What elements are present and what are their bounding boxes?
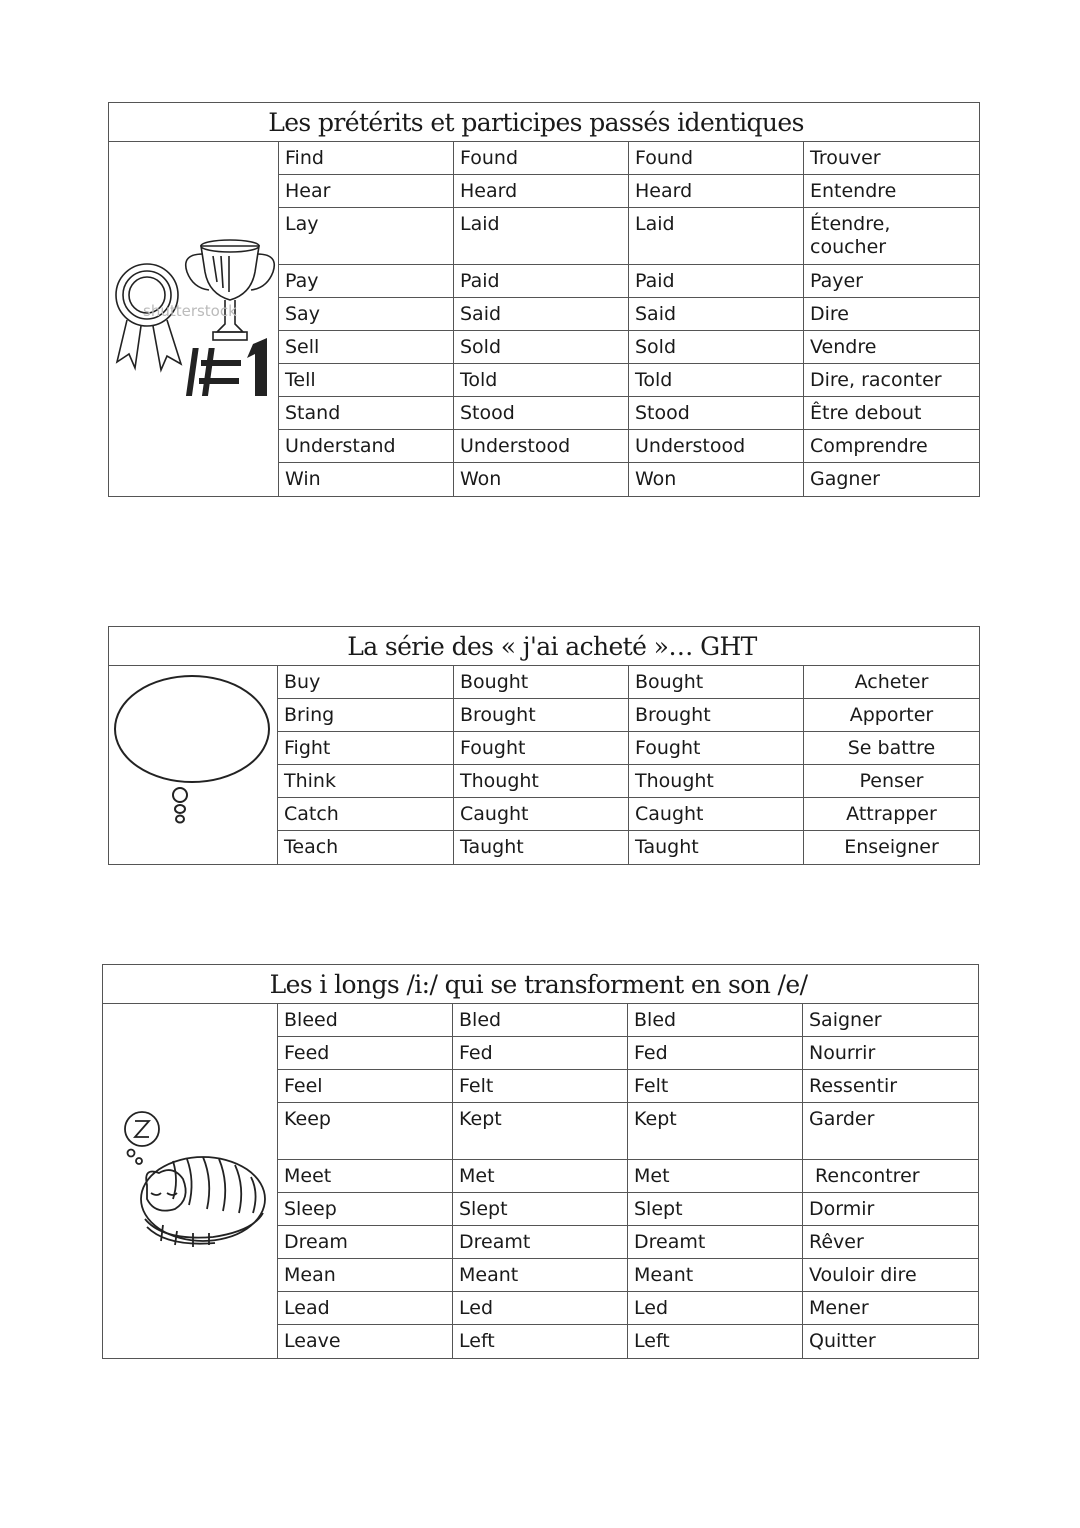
- preterit-cell: Bought: [454, 666, 629, 699]
- past-participle-cell: Understood: [629, 430, 804, 463]
- table-title: [103, 965, 979, 1004]
- past-participle-cell: Bought: [629, 666, 804, 699]
- translation-cell: Dormir: [803, 1193, 979, 1226]
- translation-cell: Gagner: [804, 463, 980, 497]
- preterit-cell: Heard: [454, 175, 629, 208]
- past-participle-cell: Felt: [628, 1070, 803, 1103]
- preterit-cell: Fed: [453, 1037, 628, 1070]
- past-participle-cell: Bled: [628, 1004, 803, 1037]
- base-form-cell: Win: [279, 463, 454, 497]
- watermark-text: shutterstock: [143, 301, 237, 320]
- base-form-cell: Leave: [278, 1325, 453, 1359]
- base-form-cell: Lay: [279, 208, 454, 265]
- preterit-cell: Led: [453, 1292, 628, 1325]
- translation-cell: Garder: [803, 1103, 979, 1160]
- preterit-cell: Brought: [454, 699, 629, 732]
- past-participle-cell: Met: [628, 1160, 803, 1193]
- base-form-cell: Mean: [278, 1259, 453, 1292]
- past-participle-cell: Led: [628, 1292, 803, 1325]
- past-participle-cell: Told: [629, 364, 804, 397]
- past-participle-cell: Left: [628, 1325, 803, 1359]
- base-form-cell: Meet: [278, 1160, 453, 1193]
- verb-table-identical: [108, 102, 980, 497]
- past-participle-cell: Sold: [629, 331, 804, 364]
- base-form-cell: Stand: [279, 397, 454, 430]
- translation-cell: Comprendre: [804, 430, 980, 463]
- past-participle-cell: Meant: [628, 1259, 803, 1292]
- translation-cell: Acheter: [804, 666, 980, 699]
- translation-cell: Quitter: [803, 1325, 979, 1359]
- base-form-cell: Sleep: [278, 1193, 453, 1226]
- base-form-cell: Lead: [278, 1292, 453, 1325]
- translation-cell: Attrapper: [804, 798, 980, 831]
- translation-cell: Enseigner: [804, 831, 980, 865]
- translation-cell: Dire, raconter: [804, 364, 980, 397]
- past-participle-cell: Thought: [629, 765, 804, 798]
- translation-cell: Vendre: [804, 331, 980, 364]
- sleeping-cat-icon: [103, 1081, 275, 1281]
- base-form-cell: Sell: [279, 331, 454, 364]
- translation-cell: Étendre, coucher: [804, 208, 980, 265]
- base-form-cell: Teach: [278, 831, 454, 865]
- trophy-ribbon-icon: [109, 232, 277, 407]
- translation-cell: Se battre: [804, 732, 980, 765]
- past-participle-cell: Found: [629, 142, 804, 175]
- past-participle-cell: Dreamt: [628, 1226, 803, 1259]
- preterit-cell: Paid: [454, 265, 629, 298]
- translation-cell: Nourrir: [803, 1037, 979, 1070]
- verb-table-ght: [108, 626, 980, 865]
- translation-cell: Vouloir dire: [803, 1259, 979, 1292]
- translation-cell: Rêver: [803, 1226, 979, 1259]
- past-participle-cell: Taught: [629, 831, 804, 865]
- past-participle-cell: Won: [629, 463, 804, 497]
- translation-cell: Apporter: [804, 699, 980, 732]
- translation-cell: Entendre: [804, 175, 980, 208]
- preterit-cell: Felt: [453, 1070, 628, 1103]
- preterit-cell: Found: [454, 142, 629, 175]
- preterit-cell: Stood: [454, 397, 629, 430]
- preterit-cell: Kept: [453, 1103, 628, 1160]
- preterit-cell: Laid: [454, 208, 629, 265]
- preterit-cell: Thought: [454, 765, 629, 798]
- table-title: [109, 627, 980, 666]
- verb-table-long-i: [102, 964, 979, 1359]
- preterit-cell: Taught: [454, 831, 629, 865]
- preterit-cell: Fought: [454, 732, 629, 765]
- past-participle-cell: Laid: [629, 208, 804, 265]
- table-title-text: La série des « j'ai acheté »… GHT: [347, 631, 757, 661]
- illustration-cell: [103, 1004, 278, 1359]
- preterit-cell: Met: [453, 1160, 628, 1193]
- thought-bubble-icon: [109, 667, 275, 863]
- base-form-cell: Catch: [278, 798, 454, 831]
- base-form-cell: Keep: [278, 1103, 453, 1160]
- preterit-cell: Caught: [454, 798, 629, 831]
- past-participle-cell: Kept: [628, 1103, 803, 1160]
- past-participle-cell: Stood: [629, 397, 804, 430]
- translation-cell: Saigner: [803, 1004, 979, 1037]
- past-participle-cell: Fed: [628, 1037, 803, 1070]
- translation-cell: Payer: [804, 265, 980, 298]
- translation-cell: Penser: [804, 765, 980, 798]
- translation-cell: Dire: [804, 298, 980, 331]
- base-form-cell: Feel: [278, 1070, 453, 1103]
- translation-cell: Rencontrer: [803, 1160, 979, 1193]
- preterit-cell: Said: [454, 298, 629, 331]
- translation-cell: Ressentir: [803, 1070, 979, 1103]
- base-form-cell: Say: [279, 298, 454, 331]
- base-form-cell: Find: [279, 142, 454, 175]
- preterit-cell: Understood: [454, 430, 629, 463]
- base-form-cell: Feed: [278, 1037, 453, 1070]
- past-participle-cell: Slept: [628, 1193, 803, 1226]
- base-form-cell: Tell: [279, 364, 454, 397]
- preterit-cell: Sold: [454, 331, 629, 364]
- preterit-cell: Told: [454, 364, 629, 397]
- preterit-cell: Dreamt: [453, 1226, 628, 1259]
- base-form-cell: Bleed: [278, 1004, 453, 1037]
- preterit-cell: Bled: [453, 1004, 628, 1037]
- past-participle-cell: Heard: [629, 175, 804, 208]
- preterit-cell: Slept: [453, 1193, 628, 1226]
- past-participle-cell: Fought: [629, 732, 804, 765]
- base-form-cell: Bring: [278, 699, 454, 732]
- preterit-cell: Meant: [453, 1259, 628, 1292]
- table-title-text: Les prétérits et participes passés identiques: [268, 107, 804, 137]
- base-form-cell: Pay: [279, 265, 454, 298]
- past-participle-cell: Caught: [629, 798, 804, 831]
- base-form-cell: Fight: [278, 732, 454, 765]
- preterit-cell: Won: [454, 463, 629, 497]
- past-participle-cell: Brought: [629, 699, 804, 732]
- table-title-text: Les i longs /i:/ qui se transforment en son /e/: [269, 969, 808, 999]
- base-form-cell: Understand: [279, 430, 454, 463]
- base-form-cell: Buy: [278, 666, 454, 699]
- past-participle-cell: Said: [629, 298, 804, 331]
- base-form-cell: Hear: [279, 175, 454, 208]
- translation-cell: Être debout: [804, 397, 980, 430]
- translation-cell: Trouver: [804, 142, 980, 175]
- illustration-cell: [109, 666, 278, 865]
- past-participle-cell: Paid: [629, 265, 804, 298]
- base-form-cell: Think: [278, 765, 454, 798]
- illustration-cell: [109, 142, 279, 497]
- base-form-cell: Dream: [278, 1226, 453, 1259]
- translation-cell: Mener: [803, 1292, 979, 1325]
- table-title: [109, 103, 980, 142]
- preterit-cell: Left: [453, 1325, 628, 1359]
